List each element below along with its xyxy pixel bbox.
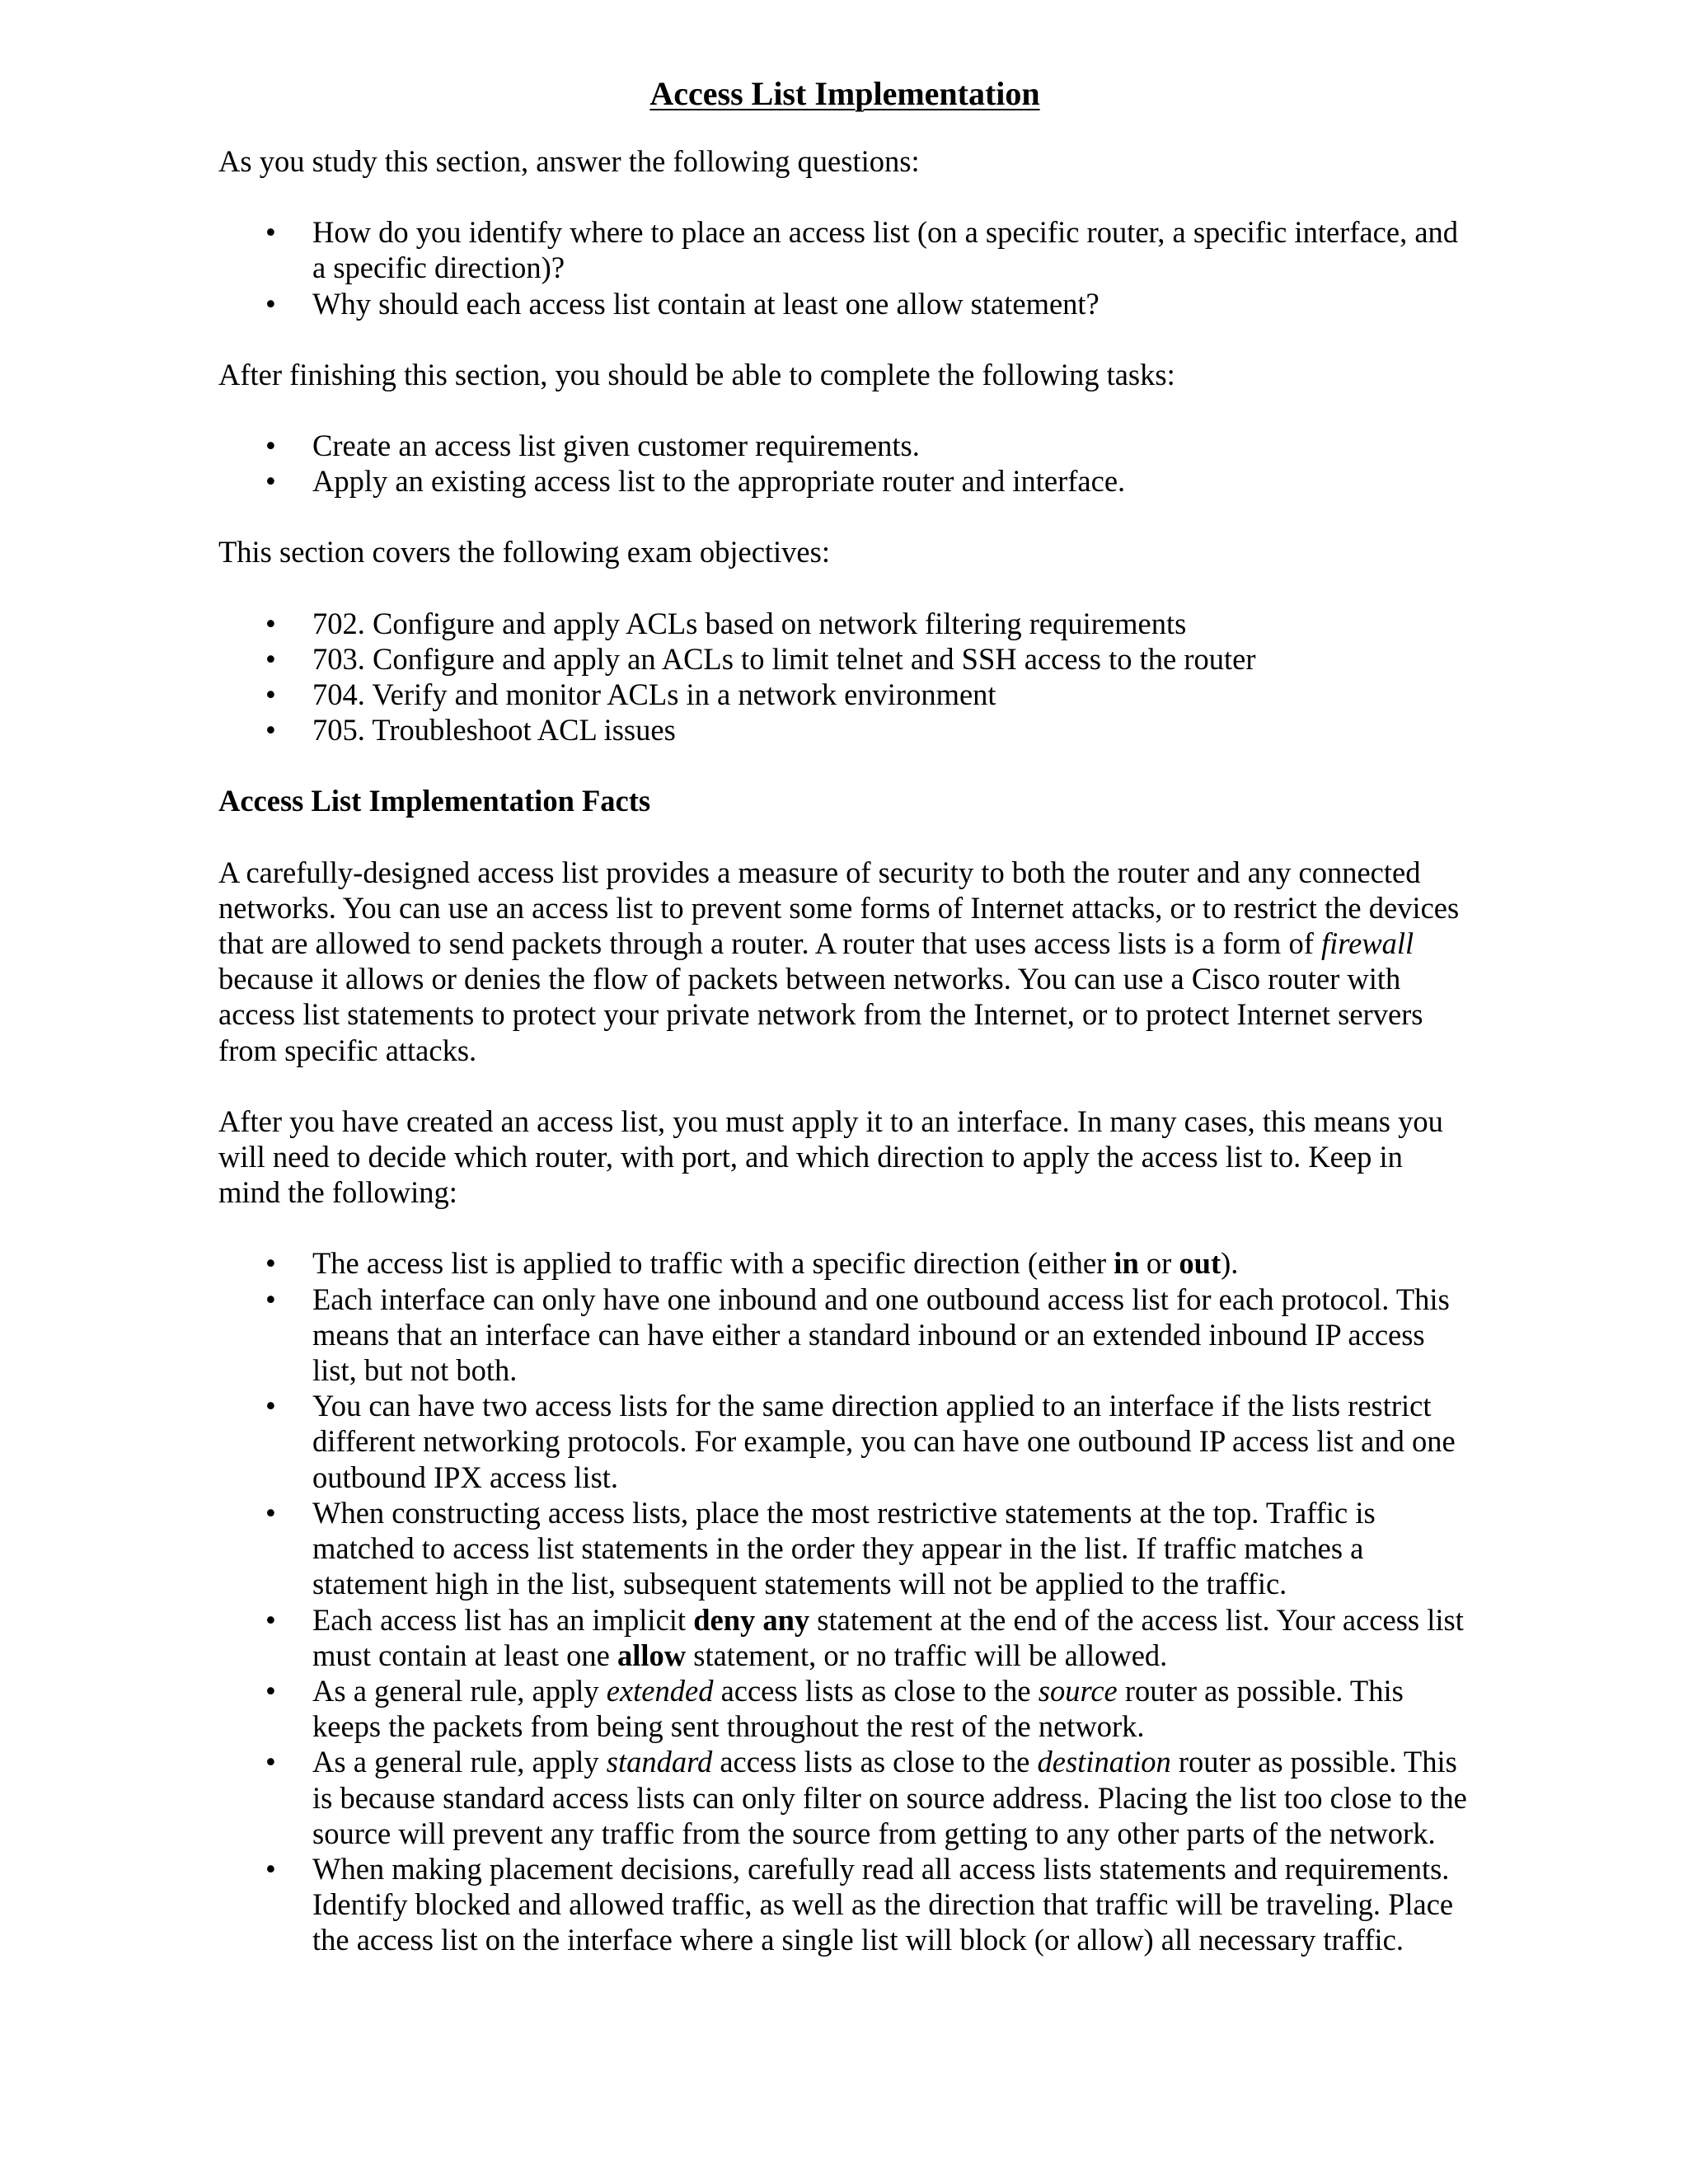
- list-item: • 703. Configure and apply an ACLs to limit telnet and SSH access to the router: [265, 641, 1256, 676]
- bullet-icon: •: [265, 713, 276, 748]
- list-item: • 705. Troubleshoot ACL issues: [265, 713, 676, 748]
- emphasis-destination: destination: [1037, 1745, 1171, 1779]
- bullet-icon: •: [265, 464, 276, 499]
- list-item: • 704. Verify and monitor ACLs in a network environment: [265, 677, 996, 712]
- facts-bullet-list: [218, 1245, 1471, 1957]
- list-item: • You can have two access lists for the same direction applied to an interface if the lists restrict different networking protocols. For example, you can have one outbound IP access list and one outbound IPX access list.: [265, 1389, 1456, 1494]
- bullet-icon: •: [265, 1745, 276, 1779]
- list-item: • Each interface can only have one inbound and one outbound access list for each protocol. This means that an interface can have either a standard inbound or an extended inbound IP access list, but not both.: [265, 1282, 1450, 1388]
- bullet-icon: •: [265, 429, 276, 463]
- questions-prompt: As you study this section, answer the following questions:: [218, 144, 920, 178]
- bullet-icon: •: [265, 677, 276, 712]
- list-item: • As a general rule, apply standard access lists as close to the destination router as possible. This is because standard access lists can only filter on source address. Placing the list too close to the source will prevent any traffic from the source from getting to any other parts of the network.: [265, 1745, 1467, 1850]
- section-heading: Access List Implementation Facts: [218, 784, 651, 818]
- list-item: • Why should each access list contain at least one allow statement?: [265, 286, 1100, 321]
- bullet-icon: •: [265, 1602, 276, 1637]
- emphasis-firewall: firewall: [1320, 926, 1414, 961]
- emphasis-extended: extended: [606, 1673, 714, 1708]
- list-item: • How do you identify where to place an access list (on a specific router, a specific interface, and a specific direction)?: [265, 215, 1459, 285]
- bullet-icon: •: [265, 1282, 276, 1316]
- emphasis-standard: standard: [606, 1745, 713, 1779]
- facts-paragraph-2: After you have created an access list, you must apply it to an interface. In many cases, this means you will need to decide which router, with port, and which direction to apply the access list to. Keep in mind the following:: [218, 1104, 1443, 1210]
- keyword-out: out: [1179, 1246, 1221, 1281]
- bullet-icon: •: [265, 1389, 276, 1423]
- keyword-allow: allow: [617, 1638, 687, 1672]
- list-item: • When constructing access lists, place the most restrictive statements at the top. Traffic is matched to access list statements in the order they appear in the list. If traffic matches a statement high in the list, subsequent statements will not be applied to the traffic.: [265, 1495, 1376, 1601]
- bullet-icon: •: [265, 1851, 276, 1886]
- emphasis-source: source: [1038, 1673, 1118, 1708]
- list-item: • As a general rule, apply extended access lists as close to the source router as possible. This keeps the packets from being sent throughout the rest of the network.: [265, 1673, 1404, 1744]
- bullet-icon: •: [265, 1673, 276, 1708]
- facts-paragraph-1: A carefully-designed access list provides a measure of security to both the router and any connected networks. You can use an access list to prevent some forms of Internet attacks, or to restrict the devices that are allowed to send packets through a router. A router that uses access lists is a form of firewall because it allows or denies the flow of packets between networks. You can use a Cisco router with access list statements to protect your private network from the Internet, or to protect Internet servers from specific attacks.: [218, 855, 1460, 1067]
- list-item: • 702. Configure and apply ACLs based on network filtering requirements: [265, 606, 1187, 640]
- bullet-icon: •: [265, 1495, 276, 1530]
- bullet-icon: •: [265, 641, 276, 676]
- bullet-icon: •: [265, 606, 276, 640]
- questions-list: [218, 214, 1471, 321]
- bullet-icon: •: [265, 1246, 276, 1281]
- document-page: [218, 73, 1471, 1958]
- tasks-prompt: After finishing this section, you should be able to complete the following tasks:: [218, 357, 1175, 391]
- page-title: Access List Implementation: [649, 75, 1040, 112]
- bullet-icon: •: [265, 215, 276, 250]
- bullet-icon: •: [265, 286, 276, 321]
- list-item: • When making placement decisions, carefully read all access lists statements and requirements. Identify blocked and allowed traffic, as well as the direction that traffic will be traveling. Place the access list on the interface where a single list will block (or allow) all necessary traffic.: [265, 1851, 1454, 1957]
- list-item: • Apply an existing access list to the appropriate router and interface.: [265, 464, 1126, 499]
- list-item: • Each access list has an implicit deny any statement at the end of the access list. Your access list must contain at least one allow statement, or no traffic will be allowed.: [265, 1602, 1464, 1672]
- list-item: • Create an access list given customer requirements.: [265, 429, 920, 463]
- list-item: • The access list is applied to traffic with a specific direction (either in or out).: [265, 1246, 1239, 1281]
- keyword-deny-any: deny any: [693, 1602, 810, 1637]
- tasks-list: [218, 428, 1471, 499]
- keyword-in: in: [1114, 1246, 1139, 1281]
- objectives-list: [218, 606, 1471, 748]
- objectives-prompt: This section covers the following exam objectives:: [218, 535, 830, 569]
